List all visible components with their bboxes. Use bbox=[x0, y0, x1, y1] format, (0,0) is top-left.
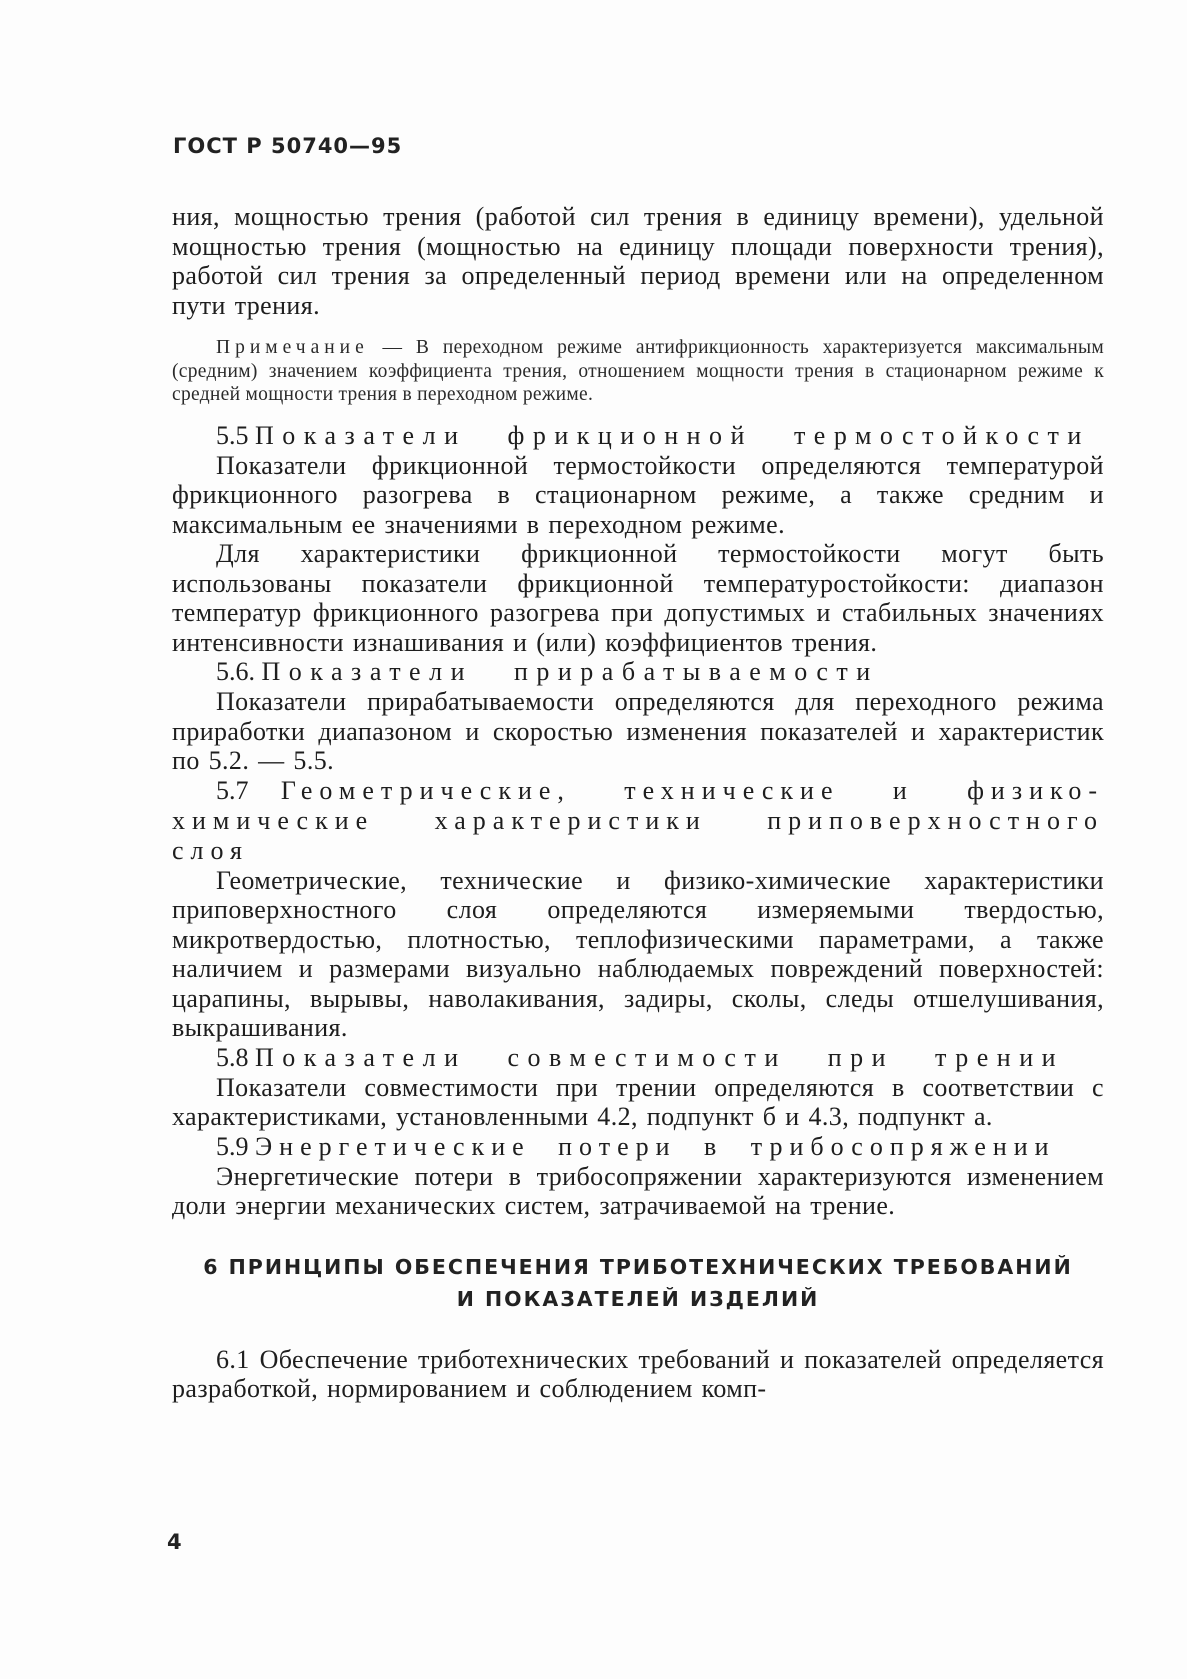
subsection-number: 5.6. bbox=[216, 657, 255, 686]
paragraph-6-1: 6.1 Обеспечение триботехнических требований и показателей определяется разработкой, нормированием и соблюдением комп- bbox=[172, 1344, 1104, 1403]
subsection-number: 5.8 bbox=[216, 1042, 249, 1072]
subsection-number: 5.5 bbox=[216, 420, 249, 450]
paragraph-5-7-1: Геометрические, технические и физико-химические характеристики приповерхностного слоя определяются измеряемыми твердостью, микротвердостью, плотностью, теплофизическими параметрами, а также наличием и размерами визуально наблюдаемых повреждений поверхностей: царапины, вырывы, наволакивания, задиры, сколы, следы отшелушивания, выкрашивания. bbox=[172, 865, 1104, 1042]
paragraph-5-5-2: Для характеристики фрикционной термостойкости могут быть использованы показатели фрикционной температуростойкости: диапазон температур фрикционного разогрева при допустимых и стабильных значениях интенсивности изнашивания и (или) коэффициентов трения. bbox=[172, 539, 1104, 657]
subsection-title: Показатели прирабатываемости bbox=[261, 657, 879, 686]
paragraph-5-9-1: Энергетические потери в трибосопряжении характеризуются изменением доли энергии механических систем, затрачиваемой на трение. bbox=[172, 1161, 1104, 1220]
subsection-heading-5-7 bbox=[172, 776, 1104, 866]
note-block bbox=[172, 336, 1104, 407]
subsection-heading-5-6 bbox=[172, 657, 1104, 687]
subsection-heading-5-8 bbox=[172, 1043, 1104, 1073]
subsection-number: 5.9 bbox=[216, 1131, 249, 1161]
standard-id-header: ГОСТ Р 50740—95 bbox=[173, 134, 403, 158]
section-6-title bbox=[172, 1251, 1104, 1315]
paragraph-5-8-1: Показатели совместимости при трении определяются в соответствии с характеристиками, установленными 4.2, подпункт б и 4.3, подпункт а. bbox=[172, 1072, 1104, 1131]
paragraph-5-5-1: Показатели фрикционной термостойкости определяются температурой фрикционного разогрева в стационарном режиме, а также средним и максимальным ее значениями в переходном режиме. bbox=[172, 450, 1104, 539]
subsection-title: Энергетические потери в трибосопряжении bbox=[255, 1131, 1056, 1161]
subsection-title: Показатели совместимости при трении bbox=[255, 1042, 1065, 1072]
note-label: Примечание bbox=[216, 337, 369, 358]
subsection-title: Геометрические, технические и физико-химические характеристики приповерхностного слоя bbox=[172, 775, 1104, 865]
note-text: — В переходном режиме антифрикционность характеризуется максимальным (средним) значением коэффициента трения, отношением мощности трения в стационарном режиме к средней мощности трения в переходном режиме. bbox=[172, 337, 1104, 405]
text-column bbox=[172, 202, 1104, 1404]
page-number: 4 bbox=[167, 1530, 182, 1554]
section-title-line: 6 ПРИНЦИПЫ ОБЕСПЕЧЕНИЯ ТРИБОТЕХНИЧЕСКИХ ТРЕБОВАНИЙ bbox=[203, 1254, 1073, 1279]
subsection-number: 5.7 bbox=[216, 775, 249, 805]
section-title-line: И ПОКАЗАТЕЛЕЙ ИЗДЕЛИЙ bbox=[456, 1286, 820, 1311]
paragraph-5-6-1: Показатели прирабатываемости определяются для переходного режима приработки диапазоном и скоростью изменения показателей и характеристик по 5.2. — 5.5. bbox=[172, 687, 1104, 775]
paragraph-continuation: ния, мощностью трения (работой сил трения в единицу времени), удельной мощностью трения (мощностью на единицу площади поверхности трения), работой сил трения за определенный период времени или на определенном пути трения. bbox=[172, 202, 1104, 320]
subsection-heading-5-5 bbox=[172, 421, 1104, 451]
subsection-title: Показатели фрикционной термостойкости bbox=[255, 420, 1090, 450]
subsection-heading-5-9 bbox=[172, 1132, 1104, 1162]
